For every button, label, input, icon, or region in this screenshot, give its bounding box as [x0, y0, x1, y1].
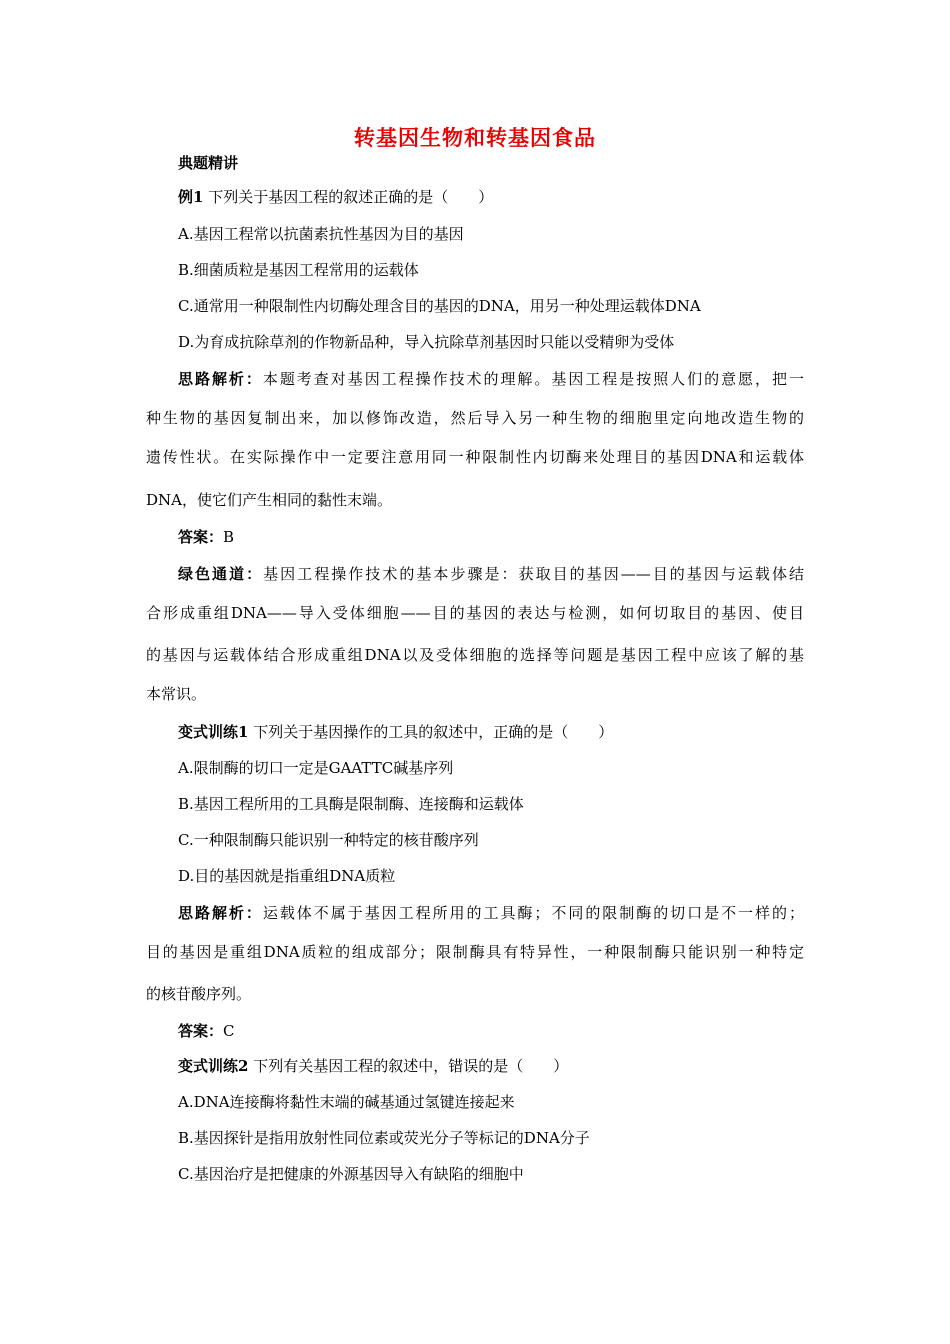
variant1-answer [178, 1021, 235, 1041]
variant1-analysis-line-1 [178, 903, 804, 923]
variant1-analysis-label: 思路解析： [178, 904, 263, 922]
variant2-option-b: B.基因探针是指用放射性同位素或荧光分子等标记的DNA分子 [178, 1129, 590, 1147]
variant1-analysis-line-3: 的核苷酸序列。 [146, 985, 252, 1003]
document-title: 转基因生物和转基因食品 [354, 125, 596, 150]
section-heading: 典题精讲 [178, 154, 239, 172]
answer-value: B [223, 528, 235, 546]
variant1-question [178, 722, 613, 742]
variant1-stem: 下列关于基因操作的工具的叙述中，正确的是（ ） [253, 723, 614, 741]
variant1-option-a: A.限制酶的切口一定是GAATTC碱基序列 [178, 759, 454, 777]
variant2-label: 变式训练2 [178, 1057, 249, 1075]
answer-label: 答案： [178, 528, 224, 546]
green-channel-text: 基因工程操作技术的基本步骤是：获取目的基因——目的基因与运载体结 [263, 565, 804, 583]
example-option-d: D.为育成抗除草剂的作物新品种，导入抗除草剂基因时只能以受精卵为受体 [178, 333, 675, 351]
example-option-b: B.细菌质粒是基因工程常用的运载体 [178, 261, 419, 279]
variant1-analysis-text: 运载体不属于基因工程所用的工具酶；不同的限制酶的切口是不一样的； [262, 904, 804, 922]
analysis-text: 本题考查对基因工程操作技术的理解。基因工程是按照人们的意愿，把一 [262, 370, 804, 388]
variant1-option-d: D.目的基因就是指重组DNA质粒 [178, 867, 396, 885]
example-option-c: C.通常用一种限制性内切酶处理含目的基因的DNA，用另一种处理运载体DNA [178, 297, 701, 315]
green-channel-line-2: 合形成重组DNA——导入受体细胞——目的基因的表达与检测，如何切取目的基因、使目 [146, 604, 804, 622]
variant1-answer-label: 答案： [178, 1022, 224, 1040]
example-analysis-line-4: DNA，使它们产生相同的黏性末端。 [146, 491, 392, 509]
variant2-option-c: C.基因治疗是把健康的外源基因导入有缺陷的细胞中 [178, 1165, 524, 1183]
example-option-a: A.基因工程常以抗菌素抗性基因为目的基因 [178, 225, 464, 243]
variant1-option-c: C.一种限制酶只能识别一种特定的核苷酸序列 [178, 831, 479, 849]
example-stem: 下列关于基因工程的叙述正确的是（ ） [208, 188, 494, 206]
green-channel-line-1 [178, 564, 804, 584]
green-channel-line-4: 本常识。 [146, 685, 207, 703]
example-question [178, 187, 493, 207]
example-label: 例1 [178, 188, 204, 206]
example-answer [178, 527, 234, 547]
example-analysis-line-1 [178, 369, 804, 389]
variant1-label: 变式训练1 [178, 723, 249, 741]
green-channel-line-3: 的基因与运载体结合形成重组DNA以及受体细胞的选择等问题是基因工程中应该了解的基 [146, 646, 804, 664]
variant2-stem: 下列有关基因工程的叙述中，错误的是（ ） [253, 1057, 569, 1075]
green-channel-label: 绿色通道： [178, 565, 264, 583]
example-analysis-line-2: 种生物的基因复制出来，加以修饰改造，然后导入另一种生物的细胞里定向地改造生物的 [146, 409, 804, 427]
example-analysis-line-3: 遗传性状。在实际操作中一定要注意用同一种限制性内切酶来处理目的基因DNA和运载体 [146, 448, 804, 466]
variant2-option-a: A.DNA连接酶将黏性末端的碱基通过氢键连接起来 [178, 1093, 515, 1111]
variant1-option-b: B.基因工程所用的工具酶是限制酶、连接酶和运载体 [178, 795, 524, 813]
variant1-analysis-line-2: 目的基因是重组DNA质粒的组成部分；限制酶具有特异性，一种限制酶只能识别一种特定 [146, 943, 804, 961]
variant1-answer-value: C [223, 1022, 235, 1040]
variant2-question [178, 1056, 568, 1076]
analysis-label: 思路解析： [178, 370, 263, 388]
